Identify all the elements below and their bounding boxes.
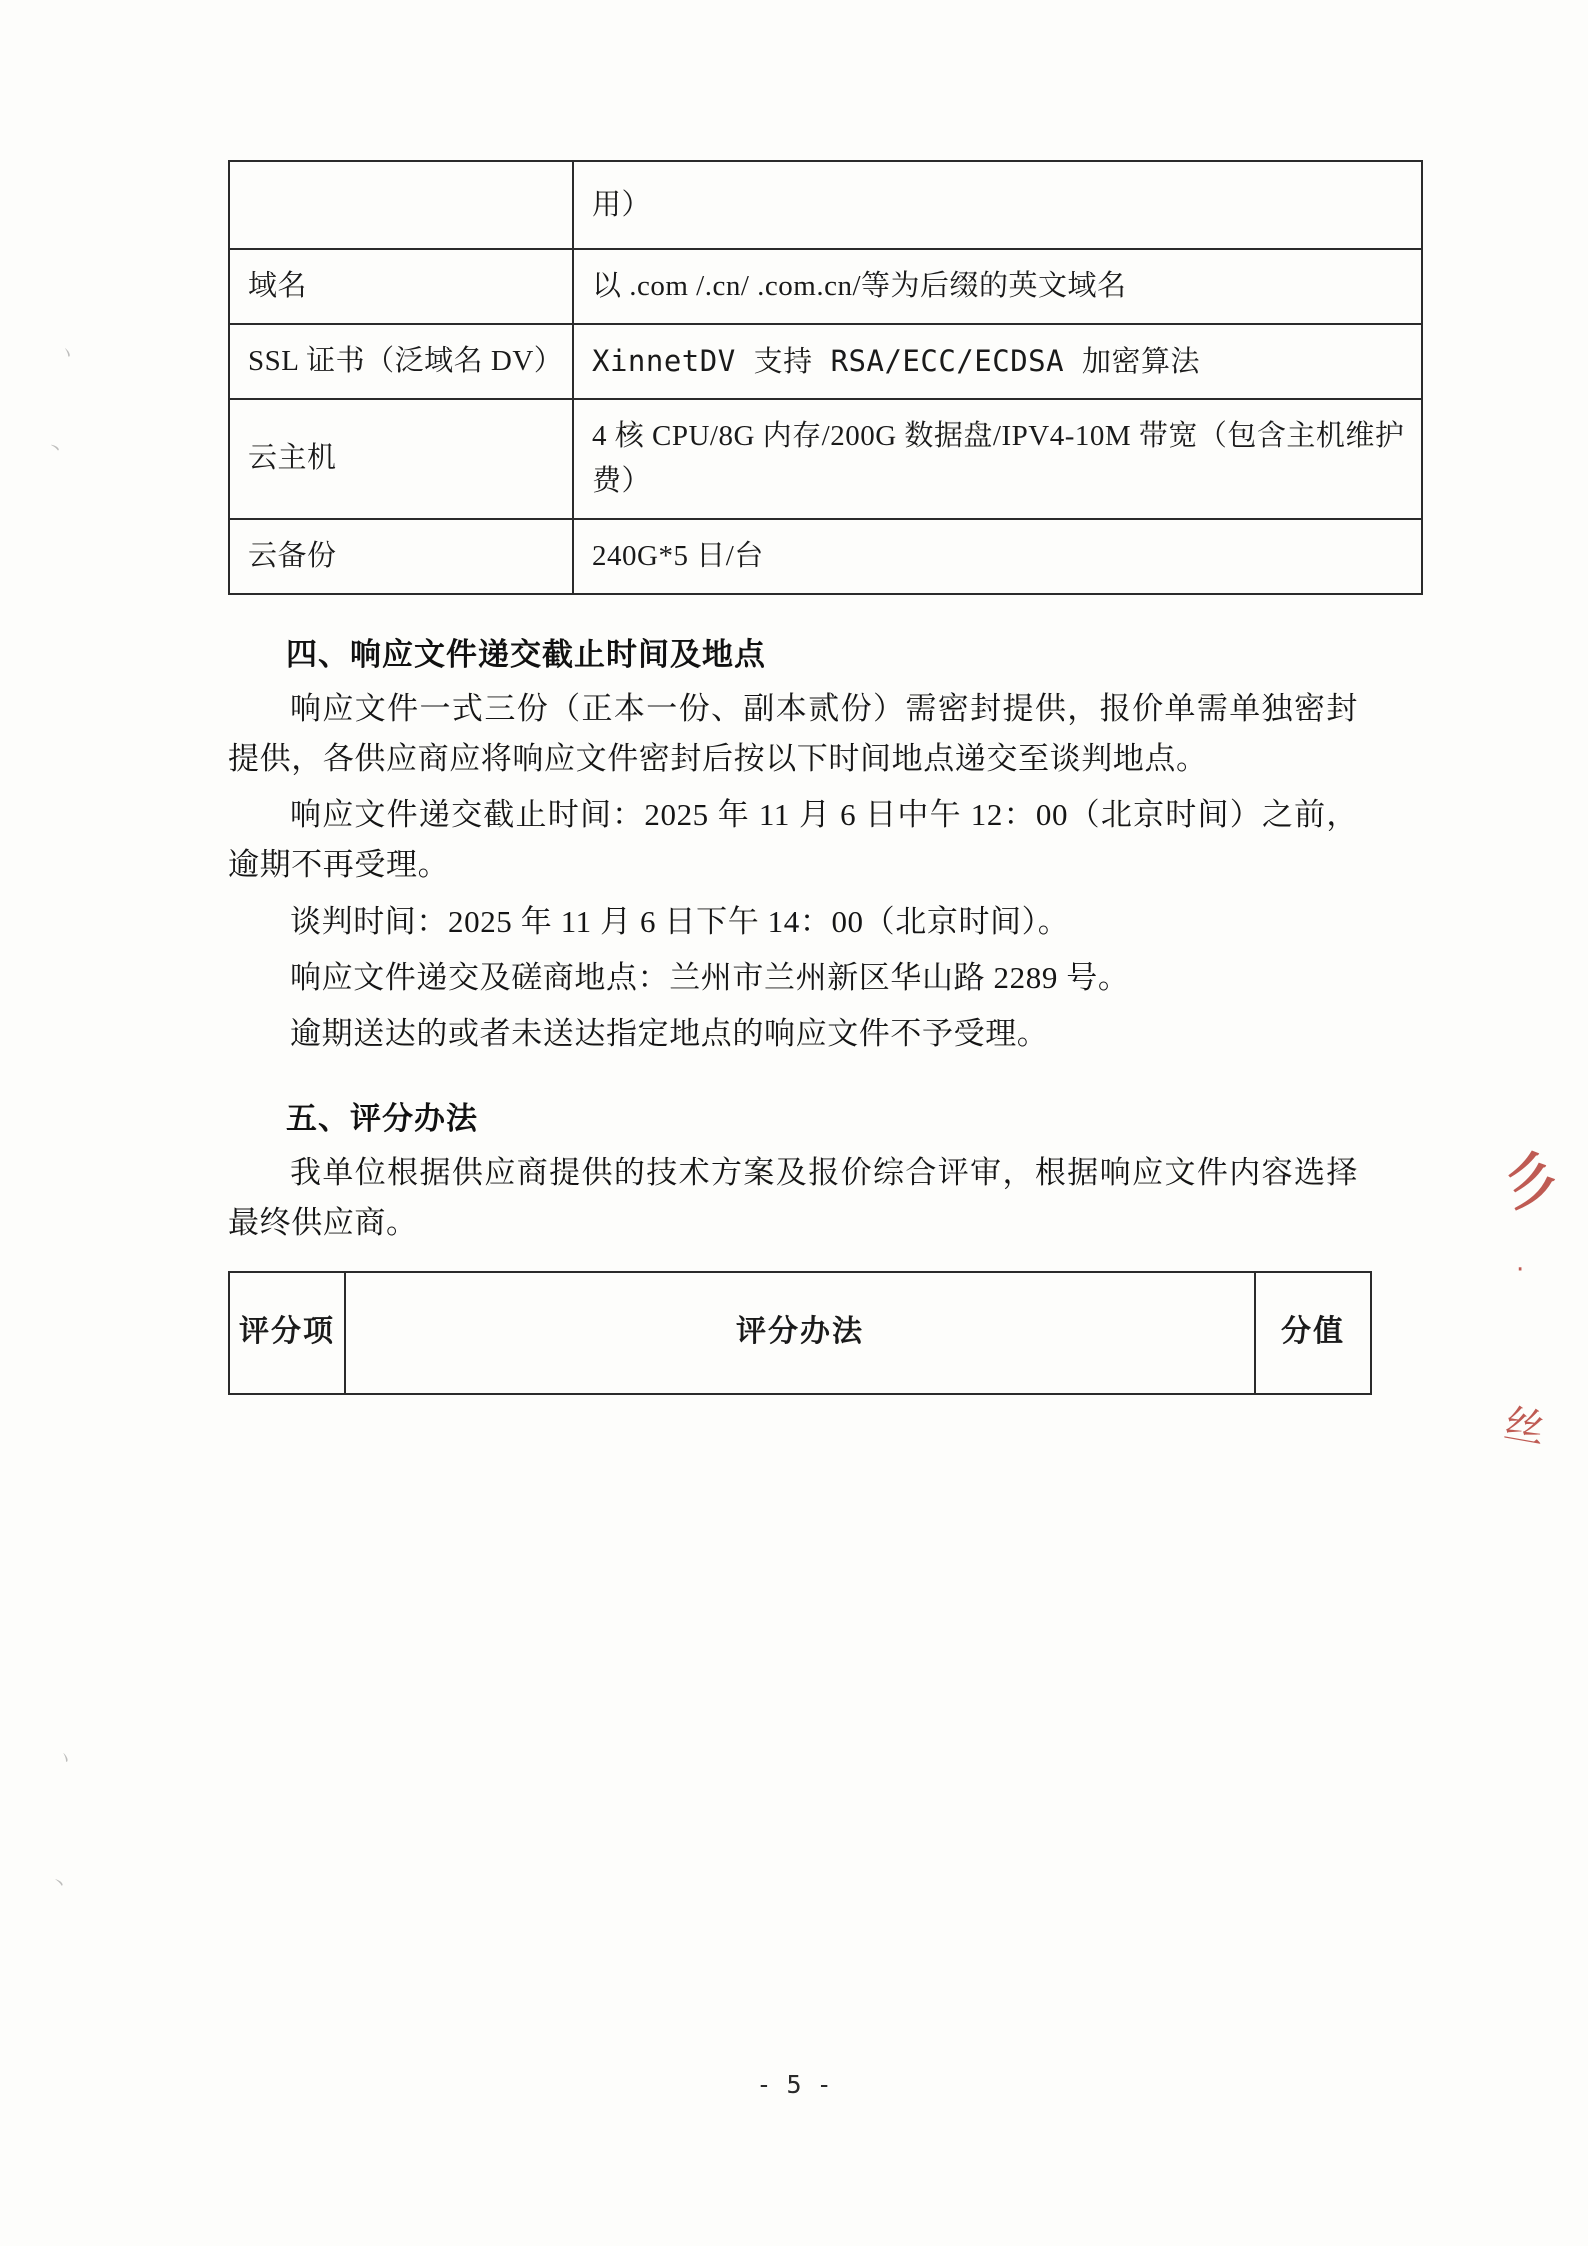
page-number: - 5 -	[756, 2070, 832, 2099]
spec-detail: 用）	[573, 161, 1422, 249]
spec-item: 域名	[229, 249, 573, 324]
spec-item: SSL 证书（泛域名 DV）	[229, 324, 573, 399]
scoring-header-item: 评分项	[229, 1272, 345, 1394]
spec-detail: XinnetDV 支持 RSA/ECC/ECDSA 加密算法	[573, 324, 1422, 399]
scan-smudge-icon: 丶	[49, 1873, 70, 1895]
spec-item: 云主机	[229, 399, 573, 519]
section-4-paragraph-1: 响应文件一式三份（正本一份、副本贰份）需密封提供，报价单需单独密封提供，各供应商应将响应文件密封后按以下时间地点递交至谈判地点。	[228, 690, 1358, 776]
scan-smudge-icon: 丶	[55, 341, 79, 367]
spec-item: 云备份	[229, 519, 573, 594]
spec-detail: 4 核 CPU/8G 内存/200G 数据盘/IPV4-10M 带宽（包含主机维护费）	[573, 399, 1422, 519]
specification-table	[228, 160, 1423, 595]
spec-item	[229, 161, 573, 249]
section-4-paragraph-2: 响应文件递交截止时间：2025 年 11 月 6 日中午 12：00（北京时间）之前，逾期不再受理。	[228, 797, 1358, 883]
table-row	[229, 519, 1422, 594]
red-scribble-mark-icon: 丝	[1500, 1400, 1549, 1454]
scoring-table	[228, 1271, 1372, 1395]
red-dot-mark-icon: ·	[1516, 1255, 1525, 1285]
page-content	[228, 160, 1405, 1395]
scoring-header-method: 评分办法	[345, 1272, 1255, 1394]
scoring-header-value: 分值	[1255, 1272, 1371, 1394]
section-5-paragraph-1: 我单位根据供应商提供的技术方案及报价综合评审，根据响应文件内容选择最终供应商。	[228, 1155, 1358, 1241]
spec-detail: 240G*5 日/台	[573, 519, 1422, 594]
red-stamp-mark-icon: 彡	[1493, 1142, 1561, 1222]
section-4-paragraph-4: 响应文件递交及磋商地点：兰州市兰州新区华山路 2289 号。	[290, 959, 1130, 995]
table-row	[229, 249, 1422, 324]
table-row	[229, 161, 1422, 249]
table-row	[229, 324, 1422, 399]
table-row	[229, 1272, 1371, 1394]
section-4-paragraph-3: 谈判时间：2025 年 11 月 6 日下午 14：00（北京时间）。	[290, 903, 1070, 939]
spec-detail: 以 .com /.cn/ .com.cn/等为后缀的英文域名	[573, 249, 1422, 324]
section-heading-5: 五、评分办法	[286, 1101, 478, 1138]
scan-smudge-icon: 丶	[44, 437, 67, 461]
section-heading-4: 四、响应文件递交截止时间及地点	[286, 636, 766, 673]
scan-smudge-icon: 丶	[52, 1746, 77, 1772]
section-4-paragraph-5: 逾期送达的或者未送达指定地点的响应文件不予受理。	[290, 1016, 1049, 1051]
table-row	[229, 399, 1422, 519]
